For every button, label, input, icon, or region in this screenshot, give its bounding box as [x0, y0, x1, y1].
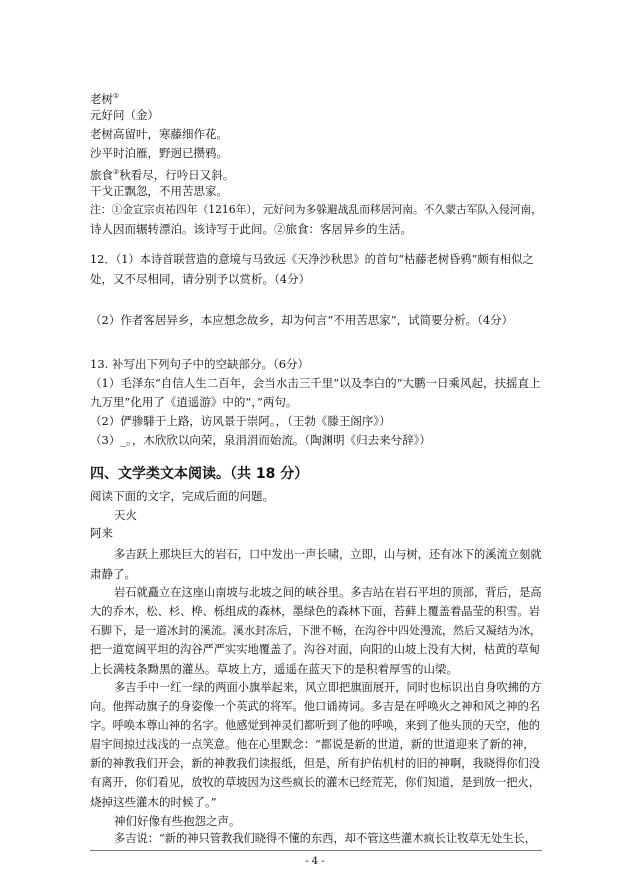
question-13-item: 九万里”化用了《逍遥游》中的“，”两句。 — [90, 395, 298, 409]
story-paragraph-line: 向。他挥动旗子的身姿像一个英武的将军。他口诵祷词。多吉是在呼唤火之神和风之神的名 — [90, 700, 541, 713]
story-paragraph-line: 肃静了。 — [90, 567, 136, 581]
poem-line-part: 秋看尽，行吟日又斜。 — [119, 167, 235, 182]
question-12-text: 12．（1）本诗首联营造的意境与马致远《天净沙秋思》的首句“枯藤老树昏鸦”颇有相似之 — [90, 253, 534, 266]
footnote-marker: ① — [113, 92, 120, 100]
page-number: - 4 - — [305, 856, 325, 867]
poem-author: 元好问（金） — [90, 108, 159, 122]
story-paragraph-line: 新的神教我们开会，新的神教我们读报纸，但是，所有护佑机村的旧的神啊，我晓得你们没 — [90, 757, 541, 770]
story-paragraph-line: 石脚下，是一道冰封的溪流。溪水封冻后，下泄不畅，在沟谷中四处漫流，然后又凝结为冰， — [90, 624, 541, 637]
story-paragraph-line: 岩石就矗立在这座山南坡与北坡之间的峡谷里。多吉站在岩石平坦的顶部，背后，是高 — [114, 586, 542, 599]
story-paragraph-line: 眉宇间掠过浅浅的一点笑意。他在心里默念：“都说是新的世道，新的世道迎来了新的神， — [90, 738, 535, 751]
story-paragraph-line: 多吉说：“新的神只管教我们晓得不懂的东西，却不管这些灌木疯长让牧草无处生长， — [114, 832, 537, 845]
poem-line-part: 旅食 — [90, 167, 113, 182]
story-title: 天火 — [114, 508, 137, 522]
question-13-title: 13. 补写出下列句子中的空缺部分。（6分） — [90, 357, 310, 371]
section-heading: 四、文学类文本阅读。（共 18 分） — [90, 466, 309, 482]
poem-line: 老树高留叶，寒藤细作花。 — [90, 127, 228, 141]
story-paragraph-line: 有离开，你们看见，放牧的草坡因为这些疯长的灌木已经荒芜，你们知道，是到放一把火， — [90, 776, 541, 789]
question-12-text: 处，又不尽相同，请分别予以赏析。（4分） — [90, 272, 311, 286]
poem-note: 诗人因而辗转漂泊。该诗写于此间。②旅食：客居异乡的生活。 — [90, 222, 412, 236]
story-paragraph-line: 多吉手中一红一绿的两面小旗举起来，风立即把旗面展开，同时也标识出自身吹拂的方 — [114, 681, 542, 694]
question-13-item: （2）俨骖騑于上路，访风景于崇阿。，（王勃《滕王阁序》） — [90, 414, 391, 428]
story-paragraph-line: 烧掉这些灌木的时候了。” — [90, 795, 217, 809]
poem-line — [90, 164, 234, 183]
question-13-item: （3）_。，木欣欣以向荣，泉涓涓而始流。（陶渊明《归去来兮辞》） — [90, 433, 431, 447]
footer-divider — [90, 850, 542, 851]
question-12-part2: （2）作者客居异乡，本应想念故乡，却为何言“不用苦思家”，试简要分析。（4分） — [90, 313, 514, 327]
story-paragraph-line: 上长满枝条黝黑的灌丛。草坡上方，遥遥在蓝天下的是积着厚雪的山梁。 — [90, 662, 458, 676]
poem-note: 注：①金宣宗贞祐四年（1216年），元好问为多躲避战乱而移居河南。不久蒙古军队入侵河南， — [90, 203, 542, 216]
story-paragraph-line: 神们好像有些抱怨之声。 — [114, 814, 241, 828]
reading-instruction: 阅读下面的文字，完成后面的问题。 — [90, 489, 274, 503]
poem-title-line — [90, 88, 119, 107]
question-13-item: （1）毛泽东“自信人生二百年，会当水击三千里”以及李白的“大鹏一日乘风起，扶摇直上 — [90, 376, 541, 390]
story-paragraph-line: 大的乔木，松、杉、桦、栎组成的森林，墨绿色的森林下面，苔藓上覆盖着晶莹的积雪。岩 — [90, 605, 541, 618]
story-paragraph-line: 字。呼唤本尊山神的名字。他感觉到神灵们都听到了他的呼唤，来到了他头顶的天空，他的 — [90, 719, 541, 732]
poem-line: 干戈正飘忽，不用苦思家。 — [90, 184, 228, 198]
story-paragraph-line: 多吉跃上那块巨大的岩石，口中发出一声长啸，立即，山与树，还有冰下的溪流立刻就 — [114, 548, 542, 561]
story-author: 阿来 — [90, 526, 113, 540]
story-paragraph-line: 把一道宽阔平坦的沟谷严严实实地覆盖了。沟谷对面，向阳的山坡上没有大树，枯黄的草甸 — [90, 643, 541, 656]
poem-line: 沙平时泊雁，野迥已攒鸦。 — [90, 146, 228, 160]
poem-title: 老树 — [90, 91, 113, 106]
footnote-marker: ② — [113, 168, 120, 176]
